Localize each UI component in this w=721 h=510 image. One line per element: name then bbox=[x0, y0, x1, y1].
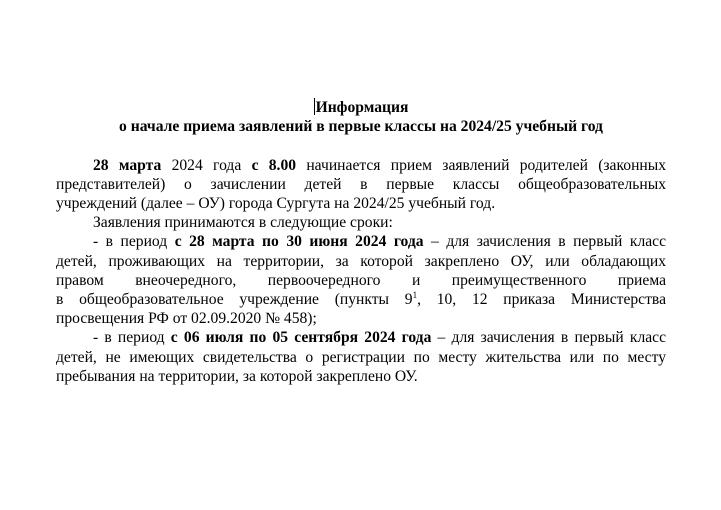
period-prefix: - в период bbox=[93, 233, 175, 251]
period-prefix: - в период bbox=[93, 329, 171, 347]
paragraph-start-date bbox=[56, 156, 666, 214]
paragraph-period-1 bbox=[56, 232, 666, 328]
paragraph-line bbox=[56, 156, 666, 175]
superscript: 1 bbox=[412, 290, 418, 301]
paragraph-line: правом внеочередного, первоочередного и преимущественного приема bbox=[56, 271, 666, 289]
period-2-dates: с 06 июля по 05 сентября 2024 года bbox=[170, 329, 432, 347]
paragraph-line: просвещения РФ от 02.09.2020 № 458); bbox=[56, 310, 317, 328]
paragraph-line: детей, не имеющих свидетельства о регистрации по месту жительства или по месту bbox=[56, 348, 666, 366]
start-date: 28 марта bbox=[93, 156, 162, 174]
title-line-1: Информация bbox=[315, 99, 409, 116]
paragraph-text: в общеобразовательное учреждение (пункты 9 bbox=[56, 291, 413, 309]
paragraph-line: детей, проживающих на территории, за которой закреплено ОУ, или обладающих bbox=[56, 252, 666, 270]
document-subtitle: о начале приема заявлений в первые классы на 2024/25 учебный год bbox=[119, 118, 603, 136]
paragraph-line bbox=[56, 232, 666, 251]
year-text: 2024 года bbox=[161, 156, 252, 174]
paragraph-deadlines-intro: Заявления принимаются в следующие сроки: bbox=[93, 214, 393, 232]
text-cursor bbox=[314, 98, 315, 115]
start-time: с 8.00 bbox=[251, 156, 297, 174]
paragraph-line bbox=[56, 328, 666, 347]
period-1-dates: с 28 марта по 30 июня 2024 года bbox=[174, 233, 424, 251]
paragraph-text: , 10, 12 приказа Министерства bbox=[417, 291, 666, 309]
paragraph-text: – для зачисления в первый класс bbox=[423, 233, 666, 251]
paragraph-period-2 bbox=[56, 328, 666, 386]
document-page bbox=[56, 98, 666, 386]
paragraph-line: пребывания на территории, за которой закреплено ОУ. bbox=[56, 367, 418, 385]
paragraph-line bbox=[56, 290, 666, 309]
blank-line bbox=[56, 136, 666, 155]
paragraph-text: – для зачисления в первый класс bbox=[431, 329, 666, 347]
paragraph-text: начинается прием заявлений родителей (законных bbox=[296, 156, 667, 174]
paragraph-line: учреждений (далее – ОУ) города Сургута на 2024/25 учебный год. bbox=[56, 195, 496, 212]
paragraph-line: представителей) о зачислении детей в первые классы общеобразовательных bbox=[56, 175, 666, 193]
document-title bbox=[56, 98, 666, 117]
